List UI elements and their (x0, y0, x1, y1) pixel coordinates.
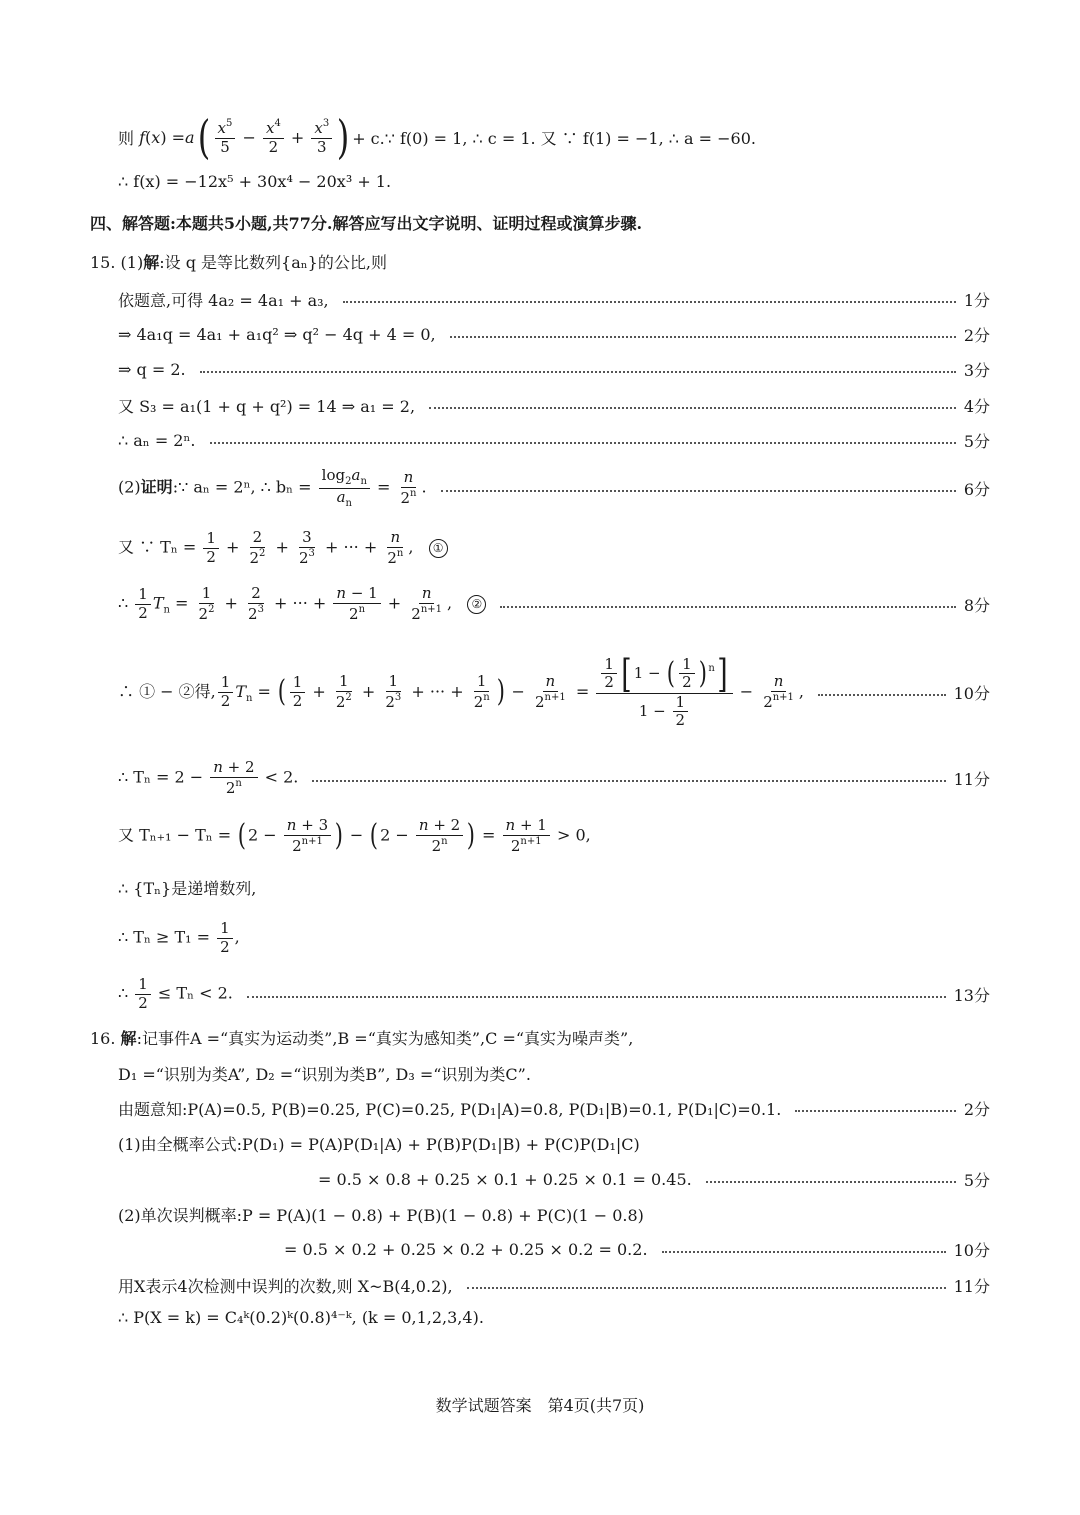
q15-step-8-score: 8分 (963, 595, 990, 615)
q15-proof-label: 证明 (140, 477, 173, 497)
q15-step-4-expr: 又 S₃ = a₁(1 + q + q²) = 14 ⇒ a₁ = 2, (118, 396, 416, 416)
top-line-2: ∴ f(x) = −12x⁵ + 30x⁴ − 20x³ + 1. (118, 172, 392, 191)
q15-step-2-expr: ⇒ 4a₁q = 4a₁ + a₁q² ⇒ q² − 4q + 4 = 0, (118, 324, 436, 344)
q16-part1-result-score: 5分 (963, 1170, 990, 1190)
q16-given-expr: 由题意知:P(A)=0.5, P(B)=0.25, P(C)=0.25, P(D₁|A)=0.8, P(D₁|B)=0.1, P(D₁|C)=0.1. (118, 1099, 782, 1119)
leader-dots (200, 371, 956, 373)
q15-step-5-expr: ∴ aₙ = 2ⁿ. (118, 430, 196, 450)
q15-step-1 (118, 288, 990, 310)
section-heading: 四、解答题:本题共5小题,共77分.解答应写出文字说明、证明过程或演算步骤. (90, 214, 643, 233)
q16-solve-label: 解 (120, 1029, 137, 1048)
leader-dots (450, 336, 956, 338)
q15-step-6-score: 6分 (963, 479, 990, 499)
q15-step-6 (118, 462, 990, 514)
q15-step-5-score: 5分 (963, 431, 990, 451)
q15-step-1-score: 1分 (963, 290, 990, 310)
q15-step-13-expr: ∴ Tₙ ≥ T₁ = $\frac{1}{2}$ , (118, 919, 240, 956)
q15-step-2-score: 2分 (963, 325, 990, 345)
q16-part1-line: (1)由全概率公式:P(D₁) = P(A)P(D₁|A) + P(B)P(D₁|B) + P(C)P(D₁|C) (118, 1135, 640, 1154)
q16-binomial-expr: 用X表示4次检测中误判的次数,则 X~B(4,0.2), (118, 1276, 453, 1296)
leader-dots (441, 490, 956, 492)
q15-step-11 (118, 810, 990, 862)
q15-step-12: ∴ {Tₙ}是递增数列, (118, 879, 257, 898)
q15-step-9-prefix: ∴ ① − ②得, (118, 681, 216, 701)
top-line-1-prefix: 则 (118, 128, 135, 148)
q16-given-line (118, 1097, 990, 1119)
leader-dots (429, 407, 956, 409)
q16-heading-text: :记事件A =“真实为运动类”,B =“真实为感知类”,C =“真实为噪声类”, (136, 1029, 634, 1048)
q15-step-11-tail: > 0, (556, 825, 591, 845)
q15-step-3-score: 3分 (963, 360, 990, 380)
q15-step-14 (118, 968, 990, 1020)
leader-dots (343, 301, 956, 303)
q15-step-14-expr: ∴ $\frac{1}{2}$ ≤ Tₙ < 2. (118, 975, 233, 1012)
q16-part1-result (318, 1168, 990, 1190)
q16-binomial-line (118, 1274, 990, 1296)
q15-step-6-text: :∵ aₙ = 2ⁿ, ∴ bₙ = (172, 477, 312, 497)
q16-binomial-score: 11分 (953, 1276, 990, 1296)
q16-part2-result-expr: = 0.5 × 0.2 + 0.25 × 0.2 + 0.25 × 0.2 = 0.2. (284, 1239, 648, 1259)
q15-step-7 (118, 522, 990, 574)
q15-step-13-prefix: ∴ Tₙ ≥ T₁ = (118, 927, 211, 947)
top-line-1: 则 f ( x ) = a ( $\frac{x^5}{5}$ − $\frac{x^4}{2}$ + $\frac{x^3}{3}$ ) + c.∵ f(0) = 1, ∴ c = 1. 又 ∵ f(1) = −1, ∴ a = −60. (118, 110, 756, 164)
q15-step-7-prefix: 又 ∵ Tₙ = (118, 537, 197, 557)
leader-dots (662, 1251, 946, 1253)
top-line-1-tail: + c.∵ f(0) = 1, ∴ c = 1. 又 ∵ f(1) = −1, ∴ a = −60. (352, 128, 756, 148)
q15-step-2 (118, 323, 990, 345)
q15-step-10-expr: ∴ Tₙ = 2 − $\frac{n + 2}{2^n}$ < 2. (118, 758, 299, 797)
page-footer: 数学试题答案 第4页(共7页) (435, 1396, 645, 1415)
q16-distribution-line: ∴ P(X = k) = C₄ᵏ(0.2)ᵏ(0.8)⁴⁻ᵏ, (k = 0,1,2,3,4). (118, 1308, 484, 1327)
q16-given-score: 2分 (963, 1099, 990, 1119)
leader-dots (706, 1181, 956, 1183)
q15-step-5 (118, 429, 990, 451)
q15-step-9-expr: ∴ ① − ②得, $\frac{1}{2}$ $T_n$ = ( $\frac{1}{2}$ + $\frac{1}{2^2}$ + $\frac{1}{2^3}$ + ··· + $\frac{1}{2^n}$ ) − $\frac{n}{2^{n+1}}$ = $\frac{1}{2}$ [ 1 − ( $\frac{1}{2}$ ) $^n$] 1 − $\frac{1}{2}$ − $\frac{n}{2^{n+1}}$ , (118, 651, 805, 729)
q16-events-line: D₁ =“识别为类A”, D₂ =“识别为类B”, D₃ =“识别为类C”. (118, 1065, 531, 1084)
q15-step-11-prefix: 又 Tₙ₊₁ − Tₙ = (118, 825, 232, 845)
equation-marker-2: ② (467, 595, 486, 614)
q15-heading (90, 250, 387, 273)
q15-step-10-tail: < 2. (264, 767, 299, 787)
q15-step-4-score: 4分 (963, 396, 990, 416)
q15-step-10-score: 11分 (953, 769, 990, 789)
q15-step-14-score: 13分 (953, 985, 990, 1005)
leader-dots (210, 442, 956, 444)
q15-solve-label: 解 (143, 253, 160, 272)
q16-number: 16. (90, 1029, 116, 1048)
q15-step-6-expr: (2)证明:∵ aₙ = 2ⁿ, ∴ bₙ = $\frac{\log_2a_n}{a_n}$ = $\frac{n}{2^n}$ . (118, 466, 427, 509)
q15-part1: (1) (120, 253, 144, 272)
leader-dots (500, 606, 955, 608)
q15-step-14-tail: ≤ Tₙ < 2. (157, 983, 233, 1003)
leader-dots (312, 780, 945, 782)
q15-step-8 (118, 578, 990, 630)
equation-marker-1: ① (429, 539, 448, 558)
q15-step-9 (118, 638, 990, 746)
q16-part2-result-score: 10分 (953, 1240, 990, 1260)
q16-part2-line: (2)单次误判概率:P = P(A)(1 − 0.8) + P(B)(1 − 0.8) + P(C)(1 − 0.8) (118, 1206, 644, 1225)
q15-step-8-expr: ∴ $\frac{1}{2}$ $T_n$ = $\frac{1}{2^2}$ + $\frac{2}{2^3}$ + ··· + $\frac{n - 1}{2^n}$ + $\frac{n}{2^{n+1}}$ , ② (118, 585, 486, 623)
q16-heading (90, 1026, 633, 1049)
q15-step-7-expr: 又 ∵ Tₙ = $\frac{1}{2}$ + $\frac{2}{2^2}$ + $\frac{3}{2^3}$ + ··· + $\frac{n}{2^n}$ , ① (118, 529, 448, 567)
q15-step-9-score: 10分 (953, 683, 990, 703)
q15-step-8-prefix: ∴ (118, 593, 129, 613)
q16-part2-result (284, 1238, 990, 1260)
q15-step-3 (118, 358, 990, 380)
q16-part1-result-expr: = 0.5 × 0.8 + 0.25 × 0.1 + 0.25 × 0.1 = 0.45. (318, 1169, 692, 1189)
q15-heading-text: :设 q 是等比数列{aₙ}的公比,则 (159, 253, 387, 272)
q15-number: 15. (90, 253, 116, 272)
q15-step-10-prefix: ∴ Tₙ = 2 − (118, 767, 204, 787)
q15-step-3-expr: ⇒ q = 2. (118, 359, 186, 379)
leader-dots (795, 1110, 955, 1112)
leader-dots (247, 996, 946, 998)
q15-step-13 (118, 912, 990, 964)
q15-step-10 (118, 752, 990, 804)
leader-dots (467, 1287, 946, 1289)
q15-step-11-expr: 又 Tₙ₊₁ − Tₙ = ( 2 − $\frac{n + 3}{2^{n+1}}$ ) − ( 2 − $\frac{n + 2}{2^n}$ ) = $\frac{n + 1}{2^{n+1}}$ > 0, (118, 816, 591, 855)
q15-step-4 (118, 394, 990, 416)
leader-dots (818, 694, 946, 696)
q15-part2: (2) (118, 477, 141, 497)
q15-step-1-expr: 依题意,可得 4a₂ = 4a₁ + a₃, (118, 290, 329, 310)
